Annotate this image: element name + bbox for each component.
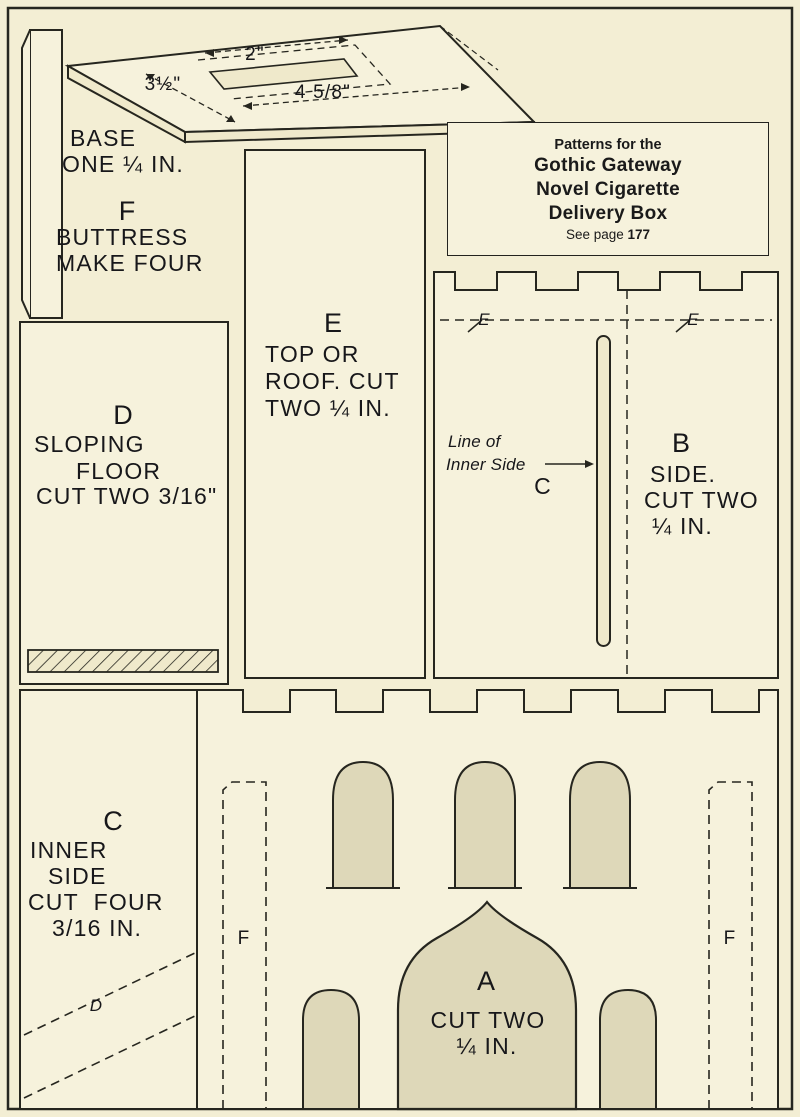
- caption-line-1: Patterns for the: [554, 136, 662, 153]
- part-e-letter: E: [323, 308, 344, 338]
- caption-box: [447, 122, 769, 256]
- part-a-buttress-left: F: [237, 928, 251, 949]
- part-c-line1: INNER: [30, 837, 108, 863]
- part-c-line3: CUT FOUR: [28, 889, 164, 915]
- part-c-dashed-label: D: [89, 996, 103, 1015]
- part-f-line1: BUTTRESS: [56, 224, 189, 250]
- part-c-letter: C: [103, 806, 125, 836]
- part-a-buttress-right: F: [723, 928, 737, 949]
- part-b-inner-note-line1: Line of: [448, 432, 501, 451]
- caption-page-number: 177: [627, 226, 651, 242]
- part-b-inner-note-line2: Inner Side: [446, 455, 526, 474]
- part-a-letter: A: [476, 966, 497, 996]
- part-d-line3: CUT TWO 3/16": [36, 483, 218, 509]
- base-label-line2: ONE ¼ IN.: [62, 151, 184, 177]
- part-b-letter: B: [671, 428, 692, 458]
- caption-line-3: Novel Cigarette: [536, 178, 680, 200]
- caption-line-2: Gothic Gateway: [534, 154, 682, 176]
- part-b-line2: CUT TWO: [644, 487, 759, 513]
- base-dim-left: 3½": [144, 74, 182, 95]
- part-e-line3: TWO ¼ IN.: [265, 395, 391, 421]
- caption-page-reference: [566, 227, 650, 242]
- part-e-line2: ROOF. CUT: [265, 368, 400, 394]
- part-b-tick-right: E: [687, 310, 699, 329]
- part-f-line2: MAKE FOUR: [56, 250, 204, 276]
- base-dim-long: 4 5/8": [294, 82, 352, 103]
- part-c-line2: SIDE: [48, 863, 107, 889]
- part-b-inner-letter: C: [534, 473, 552, 499]
- part-b-tick-left: E: [478, 310, 490, 329]
- caption-page-prefix: See page: [565, 226, 628, 242]
- caption-line-4: Delivery Box: [548, 202, 668, 224]
- part-d-line1: SLOPING: [34, 431, 145, 457]
- base-dim-width: 2": [245, 44, 265, 65]
- part-e-line1: TOP OR: [265, 341, 360, 367]
- part-d-line2: FLOOR: [76, 458, 162, 484]
- base-label-line1: BASE: [70, 125, 137, 151]
- part-f-letter: F: [118, 196, 138, 226]
- part-c-line4: 3/16 IN.: [52, 915, 143, 941]
- part-d-letter: D: [113, 400, 135, 430]
- part-a-line1: CUT TWO: [430, 1007, 546, 1033]
- part-b-line3: ¼ IN.: [652, 513, 713, 539]
- part-b-line1: SIDE.: [650, 461, 717, 487]
- part-a-line2: ¼ IN.: [456, 1033, 518, 1059]
